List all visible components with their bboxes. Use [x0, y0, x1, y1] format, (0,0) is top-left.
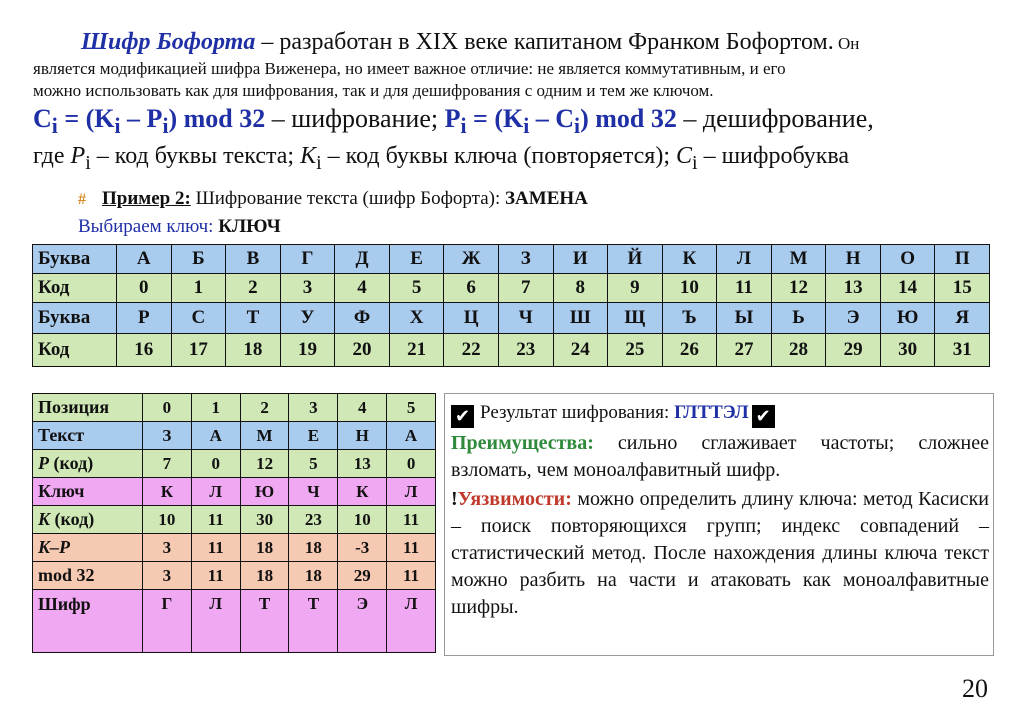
- alphabet-table: [32, 244, 990, 367]
- table-cell: 10: [338, 506, 387, 534]
- alphabet-cell: 16: [117, 334, 172, 367]
- alphabet-cell: И: [553, 245, 608, 274]
- encrypt-formula: $C_i = (K_i - P_i)$ mod 32: [33, 104, 266, 139]
- vulnerabilities-text: можно определить длину ключа: метод Касиски – поиск повторяющихся групп; индекс совпадений – статистический метод. После нахождения длины ключа текст можно разбить на части и атаковать как моноалфавитные шифры.: [451, 488, 989, 618]
- alphabet-cell: 31: [935, 334, 990, 367]
- alphabet-cell: 9: [608, 274, 663, 303]
- advantages-text: сильно сглаживает частоты; сложнее взломать, чем моноалфавитный шифр.: [451, 432, 989, 481]
- table-cell: Е: [289, 422, 338, 450]
- alphabet-cell: 27: [717, 334, 772, 367]
- row-label: P (код): [33, 450, 143, 478]
- table-cell: 0: [143, 394, 192, 422]
- info-box: [444, 393, 994, 656]
- alphabet-row-letters-1: [33, 245, 990, 274]
- alphabet-cell: У: [280, 303, 335, 334]
- key-text: Выбираем ключ:: [78, 216, 219, 237]
- table-cell: 5: [387, 394, 436, 422]
- alphabet-cell: 13: [826, 274, 881, 303]
- alphabet-row-letters-2: [33, 303, 990, 334]
- alphabet-cell: 17: [171, 334, 226, 367]
- alphabet-cell: Ф: [335, 303, 390, 334]
- decrypt-formula: $P_i = (K_i - C_i)$ mod 32: [444, 104, 677, 139]
- table-cell: Л: [387, 478, 436, 506]
- legend-line: где $P_i$ – код буквы текста; $K_i$ – код буквы ключа (повторяется); $C_i$ – шифробуква: [33, 143, 850, 174]
- alphabet-cell: 22: [444, 334, 499, 367]
- table-cell: 11: [191, 562, 240, 590]
- intro-line-2: является модификацией шифра Виженера, но имеет важное отличие: не является коммутативным, и его: [33, 59, 786, 78]
- row-label: Текст: [33, 422, 143, 450]
- alphabet-cell: Г: [280, 245, 335, 274]
- table-cell: Ю: [240, 478, 289, 506]
- intro-block: [33, 28, 993, 178]
- table-cell: Ч: [289, 478, 338, 506]
- table-cell: Л: [191, 590, 240, 653]
- alphabet-cell: Б: [171, 245, 226, 274]
- alphabet-cell: 0: [117, 274, 172, 303]
- alphabet-cell: З: [498, 245, 553, 274]
- alphabet-cell: Й: [608, 245, 663, 274]
- alphabet-cell: К: [662, 245, 717, 274]
- cipher-name: Шифр Бофорта: [81, 29, 256, 55]
- encryption-table: [32, 393, 436, 653]
- alphabet-cell: Д: [335, 245, 390, 274]
- table-cell: 11: [387, 534, 436, 562]
- advantages-paragraph: [451, 430, 989, 484]
- warning-icon: !: [451, 488, 458, 510]
- table-cell: 13: [338, 450, 387, 478]
- row-label: Ключ: [33, 478, 143, 506]
- alphabet-cell: 25: [608, 334, 663, 367]
- alphabet-cell: Ш: [553, 303, 608, 334]
- table-cell: 29: [338, 562, 387, 590]
- table-cell: 30: [240, 506, 289, 534]
- alphabet-cell: Ъ: [662, 303, 717, 334]
- alphabet-cell: 8: [553, 274, 608, 303]
- alphabet-cell: Я: [935, 303, 990, 334]
- row-key: [33, 478, 436, 506]
- alphabet-cell: Н: [826, 245, 881, 274]
- row-label: Позиция: [33, 394, 143, 422]
- table-cell: 0: [387, 450, 436, 478]
- alphabet-cell: 19: [280, 334, 335, 367]
- table-cell: А: [387, 422, 436, 450]
- vulnerabilities-paragraph: [451, 486, 989, 621]
- table-cell: Т: [240, 590, 289, 653]
- table-cell: 18: [240, 534, 289, 562]
- row-label: Шифр: [33, 590, 143, 653]
- bullet-icon: #: [78, 191, 86, 208]
- row-p-code: [33, 450, 436, 478]
- result-line: [451, 400, 989, 428]
- alphabet-cell: 23: [498, 334, 553, 367]
- alphabet-cell: О: [880, 245, 935, 274]
- intro-line-3: можно использовать как для шифрования, так и для дешифрования с одним и тем же ключом.: [33, 81, 714, 100]
- alphabet-cell: А: [117, 245, 172, 274]
- table-cell: -3: [338, 534, 387, 562]
- table-cell: Л: [387, 590, 436, 653]
- intro-line-1-tail: Он: [833, 34, 860, 53]
- table-cell: Т: [289, 590, 338, 653]
- table-cell: 11: [191, 534, 240, 562]
- table-cell: 12: [240, 450, 289, 478]
- table-cell: Г: [143, 590, 192, 653]
- alphabet-cell: 7: [498, 274, 553, 303]
- alphabet-cell: Т: [226, 303, 281, 334]
- table-cell: М: [240, 422, 289, 450]
- table-cell: К: [338, 478, 387, 506]
- alphabet-cell: Ч: [498, 303, 553, 334]
- alphabet-cell: 15: [935, 274, 990, 303]
- row-label: Код: [33, 274, 117, 303]
- key-word: КЛЮЧ: [218, 216, 281, 237]
- table-cell: 5: [289, 450, 338, 478]
- row-label: mod 32: [33, 562, 143, 590]
- table-cell: А: [191, 422, 240, 450]
- row-label: Буква: [33, 245, 117, 274]
- table-cell: К: [143, 478, 192, 506]
- table-cell: 11: [387, 562, 436, 590]
- vulnerabilities-title: Уязвимости:: [457, 488, 572, 510]
- alphabet-row-codes-1: [33, 274, 990, 303]
- alphabet-cell: Е: [389, 245, 444, 274]
- row-text: [33, 422, 436, 450]
- alphabet-cell: 1: [171, 274, 226, 303]
- row-k-code: [33, 506, 436, 534]
- row-k-minus-p: [33, 534, 436, 562]
- table-cell: 18: [240, 562, 289, 590]
- decrypt-label: – дешифрование,: [676, 104, 874, 133]
- alphabet-cell: 3: [280, 274, 335, 303]
- table-cell: 2: [240, 394, 289, 422]
- alphabet-cell: 20: [335, 334, 390, 367]
- alphabet-cell: 5: [389, 274, 444, 303]
- row-label: K–P: [33, 534, 143, 562]
- alphabet-cell: 11: [717, 274, 772, 303]
- table-cell: 11: [191, 506, 240, 534]
- alphabet-cell: Э: [826, 303, 881, 334]
- alphabet-cell: Л: [717, 245, 772, 274]
- formula-line: [33, 104, 993, 141]
- example-text: Шифрование текста (шифр Бофорта):: [190, 188, 506, 209]
- page-number: 20: [962, 674, 988, 703]
- alphabet-cell: 6: [444, 274, 499, 303]
- alphabet-cell: Ц: [444, 303, 499, 334]
- table-cell: З: [143, 422, 192, 450]
- alphabet-cell: Щ: [608, 303, 663, 334]
- intro-line-1-text: – разработан в XIX веке капитаном Франком Бофортом.: [255, 29, 834, 55]
- alphabet-cell: 4: [335, 274, 390, 303]
- table-cell: 4: [338, 394, 387, 422]
- table-cell: 3: [143, 562, 192, 590]
- alphabet-cell: Ж: [444, 245, 499, 274]
- alphabet-cell: М: [771, 245, 826, 274]
- intro-line-1: [33, 28, 993, 58]
- row-mod: [33, 562, 436, 590]
- example-word: ЗАМЕНА: [505, 188, 588, 209]
- table-cell: 10: [143, 506, 192, 534]
- advantages-title: Преимущества:: [451, 432, 594, 454]
- row-cipher: [33, 590, 436, 653]
- alphabet-cell: 29: [826, 334, 881, 367]
- table-cell: 3: [143, 534, 192, 562]
- table-cell: 0: [191, 450, 240, 478]
- table-cell: 23: [289, 506, 338, 534]
- row-label: K (код): [33, 506, 143, 534]
- table-cell: 7: [143, 450, 192, 478]
- alphabet-cell: 21: [389, 334, 444, 367]
- alphabet-cell: П: [935, 245, 990, 274]
- table-cell: Л: [191, 478, 240, 506]
- alphabet-cell: Р: [117, 303, 172, 334]
- alphabet-cell: 10: [662, 274, 717, 303]
- alphabet-cell: В: [226, 245, 281, 274]
- alphabet-row-codes-2: [33, 334, 990, 367]
- table-cell: 18: [289, 562, 338, 590]
- alphabet-cell: 26: [662, 334, 717, 367]
- table-cell: 11: [387, 506, 436, 534]
- check-icon: ✔: [752, 405, 775, 428]
- example-label: Пример 2:: [102, 188, 191, 209]
- table-cell: 3: [289, 394, 338, 422]
- table-cell: Э: [338, 590, 387, 653]
- table-cell: 18: [289, 534, 338, 562]
- table-cell: 1: [191, 394, 240, 422]
- alphabet-cell: 14: [880, 274, 935, 303]
- alphabet-cell: С: [171, 303, 226, 334]
- row-position: [33, 394, 436, 422]
- key-line: [78, 216, 281, 238]
- result-text: Результат шифрования:: [480, 402, 675, 423]
- alphabet-cell: 30: [880, 334, 935, 367]
- result-value: ГЛТТЭЛ: [674, 402, 749, 423]
- alphabet-cell: 12: [771, 274, 826, 303]
- example-heading: [78, 188, 588, 210]
- alphabet-cell: 28: [771, 334, 826, 367]
- alphabet-cell: Ю: [880, 303, 935, 334]
- table-cell: Н: [338, 422, 387, 450]
- alphabet-cell: Ь: [771, 303, 826, 334]
- encrypt-label: – шифрование;: [265, 104, 445, 133]
- row-label: Буква: [33, 303, 117, 334]
- check-icon: ✔: [451, 405, 474, 428]
- alphabet-cell: Х: [389, 303, 444, 334]
- alphabet-cell: 24: [553, 334, 608, 367]
- alphabet-cell: Ы: [717, 303, 772, 334]
- alphabet-cell: 18: [226, 334, 281, 367]
- row-label: Код: [33, 334, 117, 367]
- alphabet-cell: 2: [226, 274, 281, 303]
